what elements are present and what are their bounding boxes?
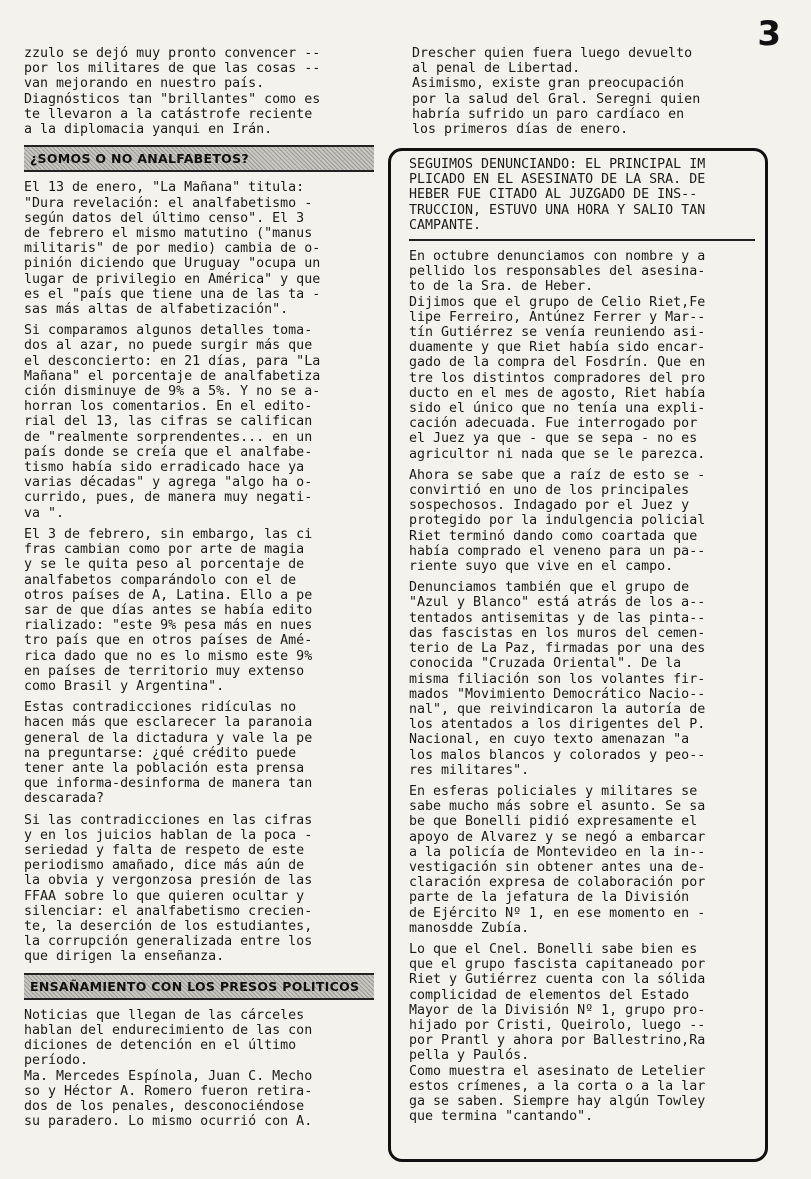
section-heading-analfabetos: ¿SOMOS O NO ANALFABETOS? <box>24 145 374 172</box>
boxed-article-headline: SEGUIMOS DENUNCIANDO: EL PRINCIPAL IM PLICADO EN EL ASESINATO DE LA SRA. DE HEBER FUE CITADO AL JUZGADO DE INS-- TRUCCION, ESTUVO UNA HORA Y SALIO TAN CAMPANTE. <box>409 157 755 241</box>
left-column <box>24 46 374 1129</box>
paragraph: Lo que el Cnel. Bonelli sabe bien es que el grupo fascista capitaneado por Riet y Gutiérrez cuenta con la sólida complicidad de elementos del Estado Mayor de la División Nº 1, grupo pro- hijado por Cristi, Queirolo, luego -- por Prantl y ahora por Ballestrino,Ra pella y Paulós. Como muestra el asesinato de Letelier estos crímenes, a la corta o a la lar ga se saben. Siempre hay algún Towley que termina "cantando". <box>409 941 706 1125</box>
section-heading-presos-politicos: ENSAÑAMIENTO CON LOS PRESOS POLITICOS <box>24 973 374 1000</box>
paragraph: Denunciamos también que el grupo de "Azul y Blanco" está atrás de los a-- tentados antisemitas y de las pinta-- das fascistas en los muros del cemen- terio de La Paz, firmadas por una des conocida "Cruzada Oriental". De la misma filiación son los volantes fir- mados "Movimiento Democrático Nacio-- nal", que reivindicaron la autoría de los atentados a los dirigentes del P. Nacional, en cuyo texto amenazan "a los malos blancos y colorados y peo-- res militares". <box>409 580 706 778</box>
page-number: 3 <box>757 14 781 54</box>
paragraph: En esferas policiales y militares se sabe mucho más sobre el asunto. Se sa be que Bonelli pidió expresamente el apoyo de Alvarez y se negó a embarcar a la policía de Montevideo en la in-- vestigación sin obtener antes una de- claración expresa de colaboración por parte de la jefatura de la División de Ejército Nº 1, en ese momento en - manosdde Zubía. <box>409 783 706 936</box>
paragraph: Si las contradicciones en las cifras y en los juicios hablan de la poca - seriedad y falta de respeto de este periodismo amañado, dice más aún de la obvia y vergonzosa presión de las FFAA sobre lo que quieren ocultar y silenciar: el analfabetismo crecien- te, la deserción de los estudiantes, la corrupción generalizada entre los que dirigen la enseñanza. <box>24 812 313 965</box>
boxed-article <box>388 148 768 1162</box>
paragraph: En octubre denunciamos con nombre y a pellido los responsables del asesina- to de la Sra. de Heber. Dijimos que el grupo de Celio Riet,Fe lipe Ferreiro, Antúnez Ferrer y Mar-- tín Gutiérrez se venía reuniendo asi- duamente y que Riet había sido encar- gado de la compra del Fosdrín. Que en tre los distintos compradores del pro ducto en el mes de agosto, Riet había sido el único que no tenía una expli- cación adecuada. Fue interrogado por el Juez ya que - que se sepa - no es agricultor ni nada que se le parezca. <box>409 249 706 462</box>
paragraph: El 3 de febrero, sin embargo, las ci fras cambian como por arte de magia y se le quita peso al porcentaje de analfabetos comparándolo con el de otros países de A, Latina. Ello a pe sar de que días antes se había edito rializado: "este 9% pesa más en nues tro país que en otros países de Amé- rica dado que no es lo mismo este 9% en países de territorio muy extenso como Brasil y Argentina". <box>24 526 313 694</box>
paragraph: El 13 de enero, "La Mañana" titula: "Dura revelación: el analfabetismo - según datos del último censo". El 3 de febrero el mismo matutino ("manus militaris" de por medio) cambia de o- pinión diciendo que Uruguay "ocupa un lugar de privilegio en América" y que es el "país que tiene una de las ta - sas más altas de alfabetización". <box>24 180 321 318</box>
paragraph: Ahora se sabe que a raíz de esto se - convirtió en uno de los principales sospechosos. Indagado por el Juez y protegido por la indulgencia policial Riet terminó dando como coartada que había comprado el veneno para un pa-- riente suyo que vive en el campo. <box>409 467 706 575</box>
left-intro-paragraph: zzulo se dejó muy pronto convencer -- por los militares de que las cosas -- van mejorando en nuestro país. Diagnósticos tan "brillantes" como es te llevaron a la catástrofe reciente a la diplomacia yanqui en Irán. <box>24 46 321 138</box>
boxed-article-body <box>409 157 755 1130</box>
right-column-intro <box>412 46 764 143</box>
paragraph: Si comparamos algunos detalles toma- dos al azar, no puede surgir más que el desconcierto: en 21 días, para "La Mañana" el porcentaje de analfabetiza ción disminuye de 9% a 5%. Y no se a- horran los comentarios. En el edito- rial del 13, las cifras se califican de "realmente sorprendentes... en un país donde se creía que el analfabe- tismo había sido erradicado hace ya varias décadas" y agrega "algo ha o- currido, pues, de manera muy negati- va ". <box>24 323 321 521</box>
paragraph: Estas contradicciones ridículas no hacen más que esclarecer la paranoia general de la dictadura y vale la pe na preguntarse: ¿qué crédito puede tener ante la población esta prensa que informa-desinforma de manera tan descarada? <box>24 700 313 807</box>
right-intro-paragraph: Drescher quien fuera luego devuelto al penal de Libertad. Asimismo, existe gran preocupación por la salud del Gral. Seregni quien habría sufrido un paro cardíaco en los primeros días de enero. <box>412 46 701 138</box>
paragraph: Noticias que llegan de las cárceles hablan del endurecimiento de las con diciones de detención en el último período. Ma. Mercedes Espínola, Juan C. Mecho so y Héctor A. Romero fueron retira- dos de los penales, desconociéndose su paradero. Lo mismo ocurrió con A. <box>24 1007 313 1130</box>
